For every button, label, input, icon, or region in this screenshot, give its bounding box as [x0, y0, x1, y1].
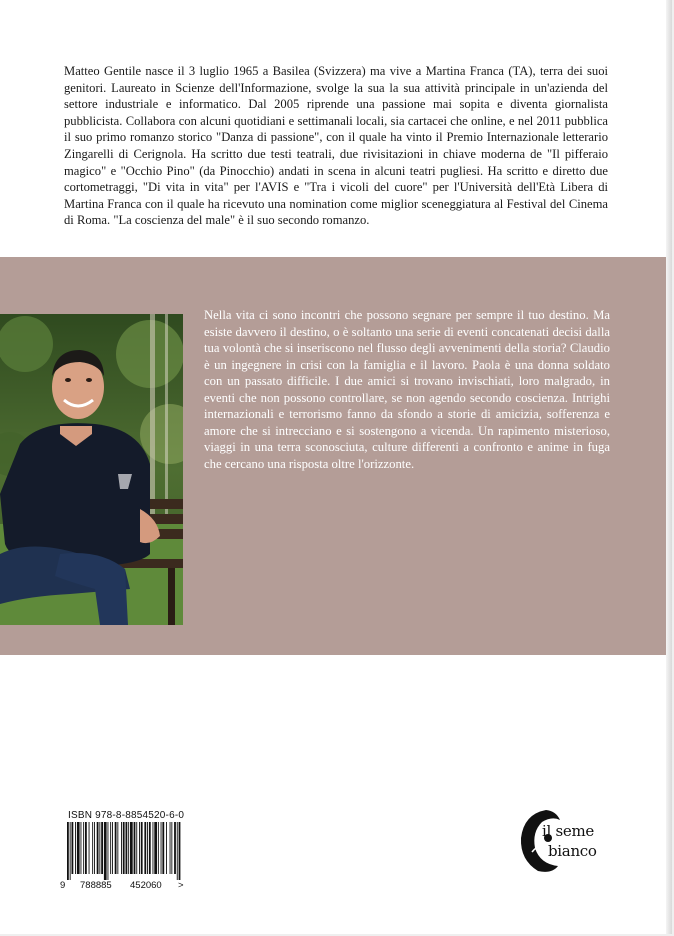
- barcode-bar: [85, 822, 87, 874]
- barcode-bar: [72, 822, 74, 874]
- barcode-bar: [174, 822, 176, 874]
- author-biography: Matteo Gentile nasce il 3 luglio 1965 a Basilea (Svizzera) ma vive a Martina Franca (TA), terra dei suoi genitori. Laureato in Scienze dell'Informazione, svolge la sua la sua attività principale in un'azienda del settore industriale e informatico. Dal 2005 riprende una passione mai sopita e diventa giornalista pubblicista. Collabora con alcuni quotidiani e settimanali locali, sia cartacei che online, e nel 2011 pubblica il suo primo romanzo storico "Danza di passione", con il quale ha vinto il Premio Internazionale letterario Zingarelli di Cerignola. Ha scritto due testi teatrali, due rivisitazioni in chiave moderna de "Il pifferaio magico" e "Occhio Pino" (da Pinocchio) andati in scena in alcuni teatri pugliesi. Ha scritto e diretto due cortometraggi, "Di vita in vita" per l'AVIS e "Tra i vicoli del cuore" per l'Università dell'Età Libera di Martina Franca con il quale ha ricevuto una nomination come miglior sceneggiatura al Festival del Cinema di Roma. "La coscienza del male" è il suo secondo romanzo.: [64, 64, 608, 228]
- barcode-bar: [104, 822, 107, 880]
- barcode-bar: [81, 822, 82, 874]
- barcode-bar: [158, 822, 159, 874]
- barcode-bar: [117, 822, 118, 874]
- author-photo: [0, 314, 183, 625]
- barcode-bar: [170, 822, 171, 874]
- barcode-bar: [101, 822, 103, 874]
- barcode-bar: [123, 822, 125, 874]
- barcode-bar: [130, 822, 133, 874]
- barcode-bar: [144, 822, 146, 874]
- barcode-bar: [115, 822, 117, 874]
- barcode-bar: [97, 822, 99, 874]
- barcode-bar: [161, 822, 162, 874]
- barcode-bar: [147, 822, 148, 874]
- barcode-bar: [121, 822, 122, 874]
- publisher-logo: [518, 808, 618, 876]
- isbn-barcode: [60, 810, 185, 892]
- barcode-bar: [89, 822, 90, 874]
- barcode-bar: [99, 822, 100, 874]
- barcode-bar: [136, 822, 137, 874]
- barcode-bar: [166, 822, 167, 874]
- cover-edge-shadow: [666, 0, 672, 934]
- barcode-digit-lead: 9: [60, 880, 66, 891]
- barcode-bar: [126, 822, 128, 874]
- publisher-name-line1: il seme: [542, 822, 594, 840]
- barcode-bar: [67, 822, 69, 880]
- barcode-bar: [141, 822, 143, 874]
- barcode-bar: [108, 822, 109, 880]
- barcode-bar: [177, 822, 178, 880]
- barcode-bar: [92, 822, 93, 874]
- barcode-digits-left: 788885: [80, 880, 112, 891]
- barcode-bar: [134, 822, 136, 874]
- barcode-bar: [83, 822, 84, 874]
- publisher-name-line2: bianco: [548, 842, 597, 860]
- barcode-bar: [110, 822, 111, 874]
- barcode-digits: [60, 880, 184, 892]
- barcode-bar: [154, 822, 157, 874]
- seed-silhouette-icon: [518, 808, 564, 874]
- barcode-bar: [70, 822, 71, 880]
- barcode-bar: [128, 822, 129, 874]
- barcode-bar: [171, 822, 172, 874]
- barcode-bar: [112, 822, 113, 874]
- barcode-digits-right: 452060: [130, 880, 162, 891]
- synopsis-band: [0, 257, 667, 655]
- book-synopsis: Nella vita ci sono incontri che possono segnare per sempre il tuo destino. Ma esiste davvero il destino, o è soltanto una serie di eventi concatenati decisi dalla tua volontà che si inseriscono nel flusso degli avvenimenti della storia? Claudio è un ingegnere in crisi con la famiglia e il lavoro. Paola è una donna soldato con un passato difficile. I due amici si trovano invischiati, loro malgrado, in eventi che non possono controllare, se non agendo secondo coscienza. Intrighi internazionali e terrorismo fanno da sfondo a storie di amicizia, sofferenza e amore che si intrecciano e si sostengono a vicenda. Un rapimento misterioso, viaggi in una terra sconosciuta, culture differenti a confronto e anime in fuga che cercano una risposta oltre l'orizzonte.: [204, 308, 610, 471]
- barcode-bar: [153, 822, 154, 874]
- barcode-bar: [139, 822, 140, 874]
- barcode-bar: [149, 822, 151, 874]
- barcode-bar: [77, 822, 80, 874]
- barcode-bar: [162, 822, 164, 874]
- barcode-bar: [94, 822, 95, 874]
- barcode-bar: [75, 822, 76, 874]
- barcode-bar: [179, 822, 181, 880]
- barcode-bars: [66, 822, 182, 880]
- isbn-number: ISBN 978-8-8854520-6-0: [68, 810, 185, 821]
- barcode-digit-tail: >: [178, 880, 184, 891]
